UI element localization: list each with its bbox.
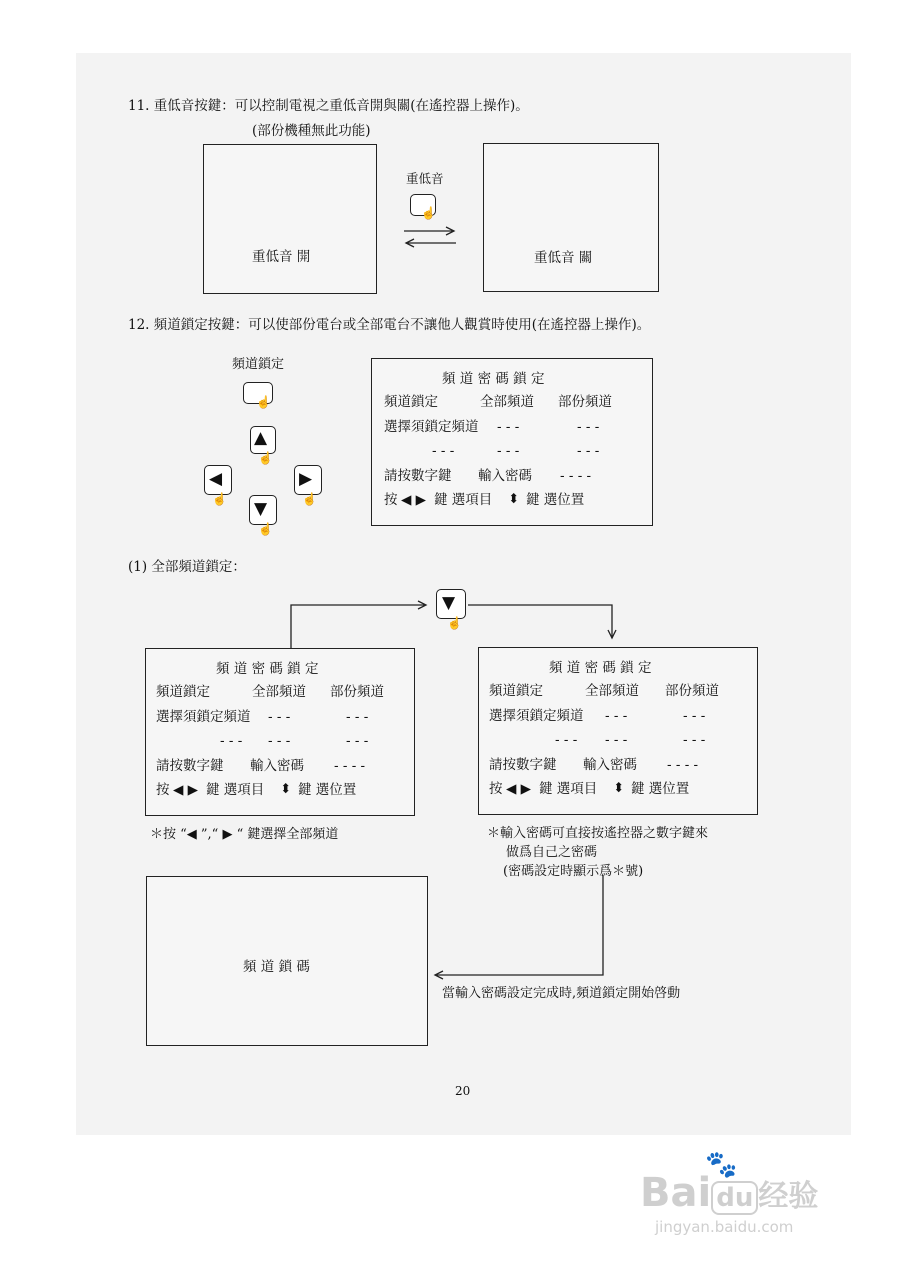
tv-screen-channel-locked — [146, 876, 428, 1046]
osd-lock-label: 頻道鎖定 — [156, 684, 210, 700]
osd-option-partial[interactable]: 部份頻道 — [330, 684, 384, 700]
osd-hint-select-item: 鍵 選項目 — [434, 492, 493, 508]
left-right-arrows-icon: ◀ ▶ — [506, 781, 532, 797]
osd-channel-slot: - - - — [605, 708, 628, 724]
osd-channel-slot: - - - — [220, 733, 243, 749]
finger-press-icon: ☝ — [302, 492, 317, 506]
note-select-all-channels: ＊按 “◀ ”,“ ▶ “ 鍵選擇全部頻道 — [150, 827, 339, 842]
osd-channel-slot: - - - — [577, 419, 600, 435]
osd-channel-slot: - - - — [555, 732, 578, 748]
osd-channel-slot: - - - — [346, 733, 369, 749]
finger-press-icon: ☝ — [258, 522, 273, 536]
note-password-line-2: 做爲自己之密碼 — [506, 845, 598, 860]
osd-password-field[interactable]: - - - - — [560, 468, 592, 484]
osd-title: 頻 道 密 碼 鎖 定 — [216, 661, 319, 677]
osd-channel-slot: - - - — [432, 443, 455, 459]
arrow-down-icon: ▼ — [442, 593, 456, 613]
osd-channel-slot: - - - — [577, 443, 600, 459]
section-11-note: (部份機種無此功能) — [252, 123, 371, 139]
osd-hint-press: 按 — [384, 492, 398, 508]
osd-select-channel-label: 選擇須鎖定頻道 — [489, 708, 584, 724]
osd-channel-slot: - - - — [683, 708, 706, 724]
osd-password-field[interactable]: - - - - — [334, 758, 366, 774]
osd-enter-password-label: 輸入密碼 — [583, 757, 637, 773]
lock-activated-caption: 當輸入密碼設定完成時,頻道鎖定開始啓動 — [442, 986, 681, 1001]
page-number: 20 — [455, 1084, 471, 1098]
section-11-heading: 11. 重低音按鍵：可以控制電視之重低音開與關(在遙控器上操作)。 — [128, 98, 529, 114]
finger-press-icon: ☝ — [421, 206, 436, 220]
osd-enter-password-label: 輸入密碼 — [478, 468, 532, 484]
osd-hint-select-item: 鍵 選項目 — [206, 782, 265, 798]
osd-channel-slot: - - - — [268, 733, 291, 749]
osd-select-channel-label: 選擇須鎖定頻道 — [384, 419, 479, 435]
osd-all-channels-before — [145, 648, 415, 816]
osd-lock-label: 頻道鎖定 — [489, 683, 543, 699]
osd-channel-slot: - - - — [497, 419, 520, 435]
osd-channel-slot: - - - — [497, 443, 520, 459]
finger-press-icon: ☝ — [256, 395, 271, 409]
osd-option-partial[interactable]: 部份頻道 — [558, 394, 612, 410]
watermark-bai: Bai — [640, 1170, 712, 1216]
osd-all-channels-after — [478, 647, 758, 815]
osd-option-all[interactable]: 全部頻道 — [480, 394, 534, 410]
up-down-arrows-icon: ⬍ — [280, 781, 292, 797]
osd-lock-label: 頻道鎖定 — [384, 394, 438, 410]
osd-press-number-label: 請按數字鍵 — [384, 468, 452, 484]
bass-on-label: 重低音 開 — [252, 249, 311, 265]
arrow-up-icon: ▲ — [254, 428, 268, 448]
osd-press-number-label: 請按數字鍵 — [156, 758, 224, 774]
osd-hint-select-position: 鍵 選位置 — [631, 781, 690, 797]
paw-logo-icon: 🐾 — [705, 1150, 738, 1180]
section-12-heading: 12. 頻道鎖定按鍵：可以使部份電台或全部電台不讓他人觀賞時使用(在遙控器上操作)。 — [128, 317, 651, 333]
locked-screen-label: 頻 道 鎖 碼 — [243, 959, 310, 975]
osd-channel-slot: - - - — [683, 732, 706, 748]
osd-hint-select-position: 鍵 選位置 — [526, 492, 585, 508]
finger-press-icon: ☝ — [258, 451, 273, 465]
osd-hint-press: 按 — [156, 782, 170, 798]
watermark-url: jingyan.baidu.com — [655, 1218, 794, 1236]
osd-option-all[interactable]: 全部頻道 — [585, 683, 639, 699]
osd-press-number-label: 請按數字鍵 — [489, 757, 557, 773]
osd-password-field[interactable]: - - - - — [667, 757, 699, 773]
arrow-down-icon: ▼ — [254, 499, 268, 519]
osd-channel-slot: - - - — [605, 732, 628, 748]
osd-option-all[interactable]: 全部頻道 — [252, 684, 306, 700]
watermark-du: du — [711, 1181, 758, 1215]
osd-hint-select-position: 鍵 選位置 — [298, 782, 357, 798]
bass-off-label: 重低音 關 — [534, 250, 593, 266]
osd-hint-press: 按 — [489, 781, 503, 797]
watermark-jingyan: 经验 — [758, 1179, 819, 1214]
finger-press-icon: ☝ — [447, 616, 462, 630]
osd-channel-slot: - - - — [268, 709, 291, 725]
up-down-arrows-icon: ⬍ — [508, 491, 520, 507]
osd-option-partial[interactable]: 部份頻道 — [665, 683, 719, 699]
osd-title: 頻 道 密 碼 鎖 定 — [442, 371, 545, 387]
bass-button-label: 重低音 — [406, 171, 444, 186]
osd-hint-select-item: 鍵 選項目 — [539, 781, 598, 797]
left-right-arrows-icon: ◀ ▶ — [401, 492, 427, 508]
channel-lock-button-label: 頻道鎖定 — [232, 357, 285, 372]
arrow-right-icon: ▶ — [299, 469, 313, 489]
note-password-line-3: (密碼設定時顯示爲＊號) — [503, 864, 644, 879]
note-password-line-1: ＊輸入密碼可直接按遙控器之數字鍵來 — [487, 826, 709, 841]
osd-channel-slot: - - - — [346, 709, 369, 725]
arrow-left-icon: ◀ — [209, 469, 223, 489]
osd-title: 頻 道 密 碼 鎖 定 — [549, 660, 652, 676]
osd-enter-password-label: 輸入密碼 — [250, 758, 304, 774]
osd-select-channel-label: 選擇須鎖定頻道 — [156, 709, 251, 725]
up-down-arrows-icon: ⬍ — [613, 780, 625, 796]
left-right-arrows-icon: ◀ ▶ — [173, 782, 199, 798]
sub-1-heading: (1) 全部頻道鎖定： — [128, 559, 246, 575]
finger-press-icon: ☝ — [212, 492, 227, 506]
